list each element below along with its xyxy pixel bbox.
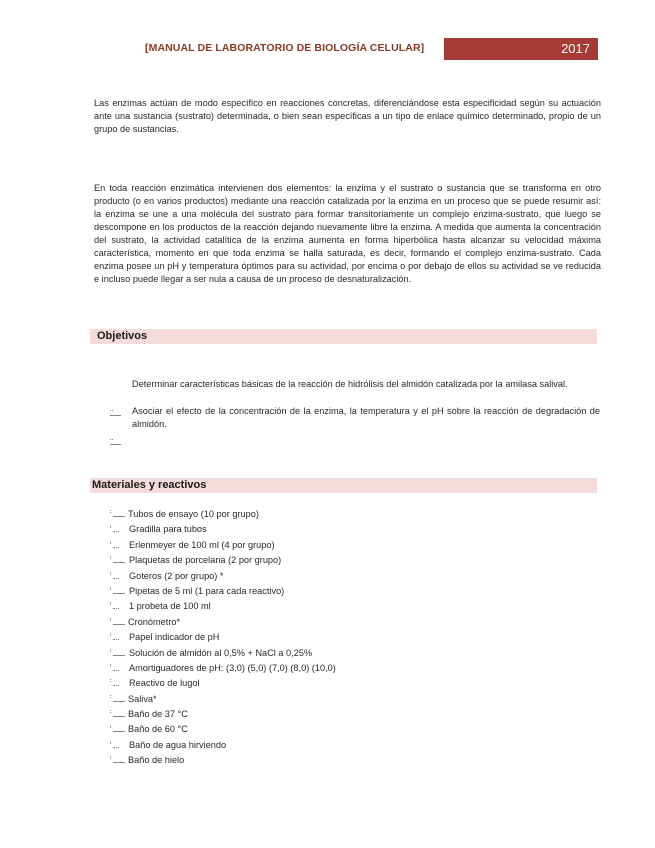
list-item: [108, 522, 588, 537]
list-item-label: Plaquetas de porcelana (2 por grupo): [129, 555, 282, 566]
bullet-icon: [108, 617, 126, 627]
objetivos-heading: Objetivos: [97, 330, 148, 342]
list-item-label: Baño de agua hirviendo: [129, 739, 227, 750]
list-item: [108, 569, 588, 584]
bullet-icon: [108, 601, 126, 611]
list-item-label: Erlenmeyer de 100 ml (4 por grupo): [129, 539, 275, 550]
bullet-icon: [108, 648, 126, 658]
page-header: [0, 38, 655, 62]
list-item-label: Cronómetro*: [128, 616, 181, 627]
objetivos-heading-bar: [90, 329, 597, 344]
objetivo-item: Determinar características básicas de la reacción de hidrólisis del almidón catalizada por la amilasa salival.: [132, 379, 568, 389]
bullet-icon: [108, 408, 122, 418]
bullet-icon: [108, 586, 126, 596]
list-item: [108, 584, 588, 599]
list-item-label: Papel indicador de pH: [129, 632, 220, 643]
bullet-icon: [108, 678, 126, 688]
bullet-icon: [108, 540, 126, 550]
bullet-icon: [108, 709, 126, 719]
list-item-label: Reactivo de lugol: [129, 678, 200, 689]
bullet-icon: [108, 509, 126, 519]
list-item-label: Baño de 60 °C: [128, 724, 188, 735]
materiales-heading-bar: [90, 478, 597, 493]
document-title: [MANUAL DE LABORATORIO DE BIOLOGÍA CELULAR]: [145, 42, 425, 54]
bullet-icon: [108, 524, 126, 534]
list-item-label: 1 probeta de 100 ml: [129, 601, 211, 612]
intro-paragraph-1: Las enzimas actúan de modo específico en reacciones concretas, diferenciándose esta especificidad según su actuación ante una sustancia (sustrato) determinada, o bien sean específicas a un tipo de enlace químico determinado, propio de un grupo de sustancias.: [94, 98, 601, 134]
list-item: [108, 676, 588, 691]
bullet-icon: [108, 437, 122, 447]
list-item: [108, 507, 588, 522]
bullet-icon: [108, 632, 126, 642]
list-item: [108, 661, 588, 676]
list-item-label: Saliva*: [128, 693, 157, 704]
objetivo-item: Asociar el efecto de la concentración de la enzima, la temperatura y el pH sobre la reacción de degradación de almidón.: [132, 406, 600, 429]
bullet-icon: [108, 555, 126, 565]
list-item: [108, 615, 588, 630]
list-item: [108, 630, 588, 645]
materiales-list: [108, 507, 588, 769]
bullet-icon: [108, 694, 126, 704]
list-item-label: Amortiguadores de pH: (3,0) (5,0) (7,0) (8,0) (10,0): [129, 662, 336, 673]
list-item-label: Gradilla para tubos: [129, 524, 207, 535]
materiales-heading: Materiales y reactivos: [92, 479, 207, 491]
list-item: [108, 753, 588, 768]
document-year: 2017: [561, 41, 590, 56]
list-item-label: Goteros (2 por grupo) *: [129, 570, 224, 581]
list-item: [108, 646, 588, 661]
bullet-icon: [108, 663, 126, 673]
bullet-icon: [108, 755, 126, 765]
list-item-label: Solución de almidón al 0,5% + NaCl a 0,25%: [129, 647, 313, 658]
list-item: [108, 553, 588, 568]
list-item-label: Pipetas de 5 ml (1 para cada reactivo): [129, 585, 285, 596]
bullet-icon: [108, 571, 126, 581]
list-item-label: Tubos de ensayo (10 por grupo): [128, 509, 259, 519]
intro-paragraph-2: En toda reacción enzimática intervienen dos elementos: la enzima y el sustrato o sustancia que se transforma en otro producto (o en varios productos) mediante una reacción catalizada por la enzima en un proceso que se puede resumir así: la enzima se une a una molécula del sustrato para formar transitoriamente un complejo enzima-sustrato, que luego se descompone en los productos de la reacción dejando nuevamente libre la enzima. A medida que aumenta la concentración del sustrato, la actividad catalítica de la enzima aumenta en forma hiperbólica hasta alcanzar su velocidad máxima característica, momento en que toda enzima se halla saturada, es decir, formando el complejo enzima-sustrato. Cada enzima posee un pH y temperatura óptimos para su actividad, por encima o por debajo de ellos su actividad se ve reducida e incluso puede llegar a ser nula a causa de un proceso de desnaturalización.: [94, 183, 601, 284]
list-item: [108, 738, 588, 753]
list-item: [108, 722, 588, 737]
bullet-icon: [108, 740, 126, 750]
list-item-label: Baño de hielo: [128, 755, 185, 766]
bullet-icon: [108, 724, 126, 734]
list-item: [108, 599, 588, 614]
list-item: [108, 707, 588, 722]
list-item: [108, 538, 588, 553]
header-year-bar: [444, 38, 598, 60]
list-item: [108, 692, 588, 707]
list-item-label: Baño de 37 °C: [128, 709, 188, 720]
